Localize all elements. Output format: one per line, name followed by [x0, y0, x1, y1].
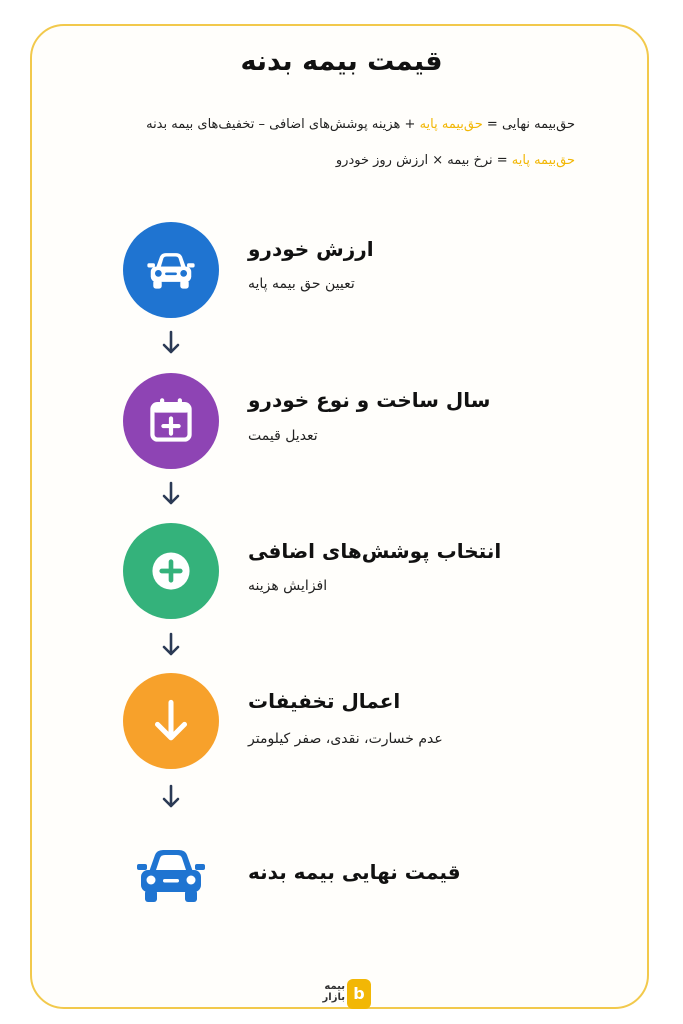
- calendar-plus-icon: [144, 394, 198, 448]
- step-4-subtitle-text: عدم خسارت، نقدی، صفر کیلومتر: [248, 731, 443, 747]
- step-1-subtitle: [248, 276, 548, 292]
- bimebazar-logo: [305, 977, 375, 1011]
- step-1-subtitle-text: تعیین حق بیمه پایه: [248, 276, 355, 292]
- down-arrow-icon: [160, 481, 182, 507]
- step-3-title: [248, 539, 548, 563]
- step-2-subtitle: [248, 428, 548, 444]
- step-4-title: [248, 689, 548, 713]
- logo-line-2: بازار: [322, 992, 345, 1003]
- step-3-subtitle: [248, 578, 548, 594]
- final-car-icon: [135, 842, 207, 906]
- logo-badge: b: [347, 979, 371, 1009]
- down-arrow-icon: [160, 330, 182, 356]
- step-4-subtitle: [248, 731, 548, 747]
- step-2-subtitle-text: تعدیل قیمت: [248, 428, 318, 444]
- step-4-title-text: اعمال تخفیفات: [248, 689, 401, 713]
- step-2-title: [248, 388, 548, 412]
- formula-2-right: = نرخ بیمه × ارزش روز خودرو: [335, 153, 512, 168]
- logo-line-1: بیمه: [324, 981, 345, 992]
- car-icon: [144, 243, 198, 297]
- final-title: [248, 860, 548, 884]
- step-1-title-text: ارزش خودرو: [248, 237, 374, 261]
- formula-2-highlight: حق‌بیمه پایه: [511, 153, 575, 168]
- formula-1-left: حق‌بیمه نهایی =: [482, 117, 575, 132]
- down-arrow-icon: [160, 632, 182, 658]
- step-1-title: [248, 237, 548, 261]
- step-3-circle: [123, 523, 219, 619]
- step-1-circle: [123, 222, 219, 318]
- arrow-down-icon: [144, 694, 198, 748]
- page-title: قیمت بیمه بدنه: [240, 46, 443, 77]
- formula-line-1: [90, 117, 575, 132]
- plus-circle-icon: [144, 544, 198, 598]
- formula-1-right: + هزینه پوشش‌های اضافی – تخفیف‌های بیمه بدنه: [146, 117, 420, 132]
- step-2-title-text: سال ساخت و نوع خودرو: [248, 388, 491, 412]
- step-2-circle: [123, 373, 219, 469]
- step-3-subtitle-text: افزایش هزینه: [248, 578, 328, 594]
- down-arrow-icon: [160, 784, 182, 810]
- logo-text: [305, 981, 345, 1003]
- formula-1-highlight: حق‌بیمه پایه: [419, 117, 483, 132]
- formula-line-2: [90, 153, 575, 168]
- step-3-title-text: انتخاب پوشش‌های اضافی: [248, 539, 502, 563]
- step-4-circle: [123, 673, 219, 769]
- final-title-text: قیمت نهایی بیمه بدنه: [248, 860, 461, 884]
